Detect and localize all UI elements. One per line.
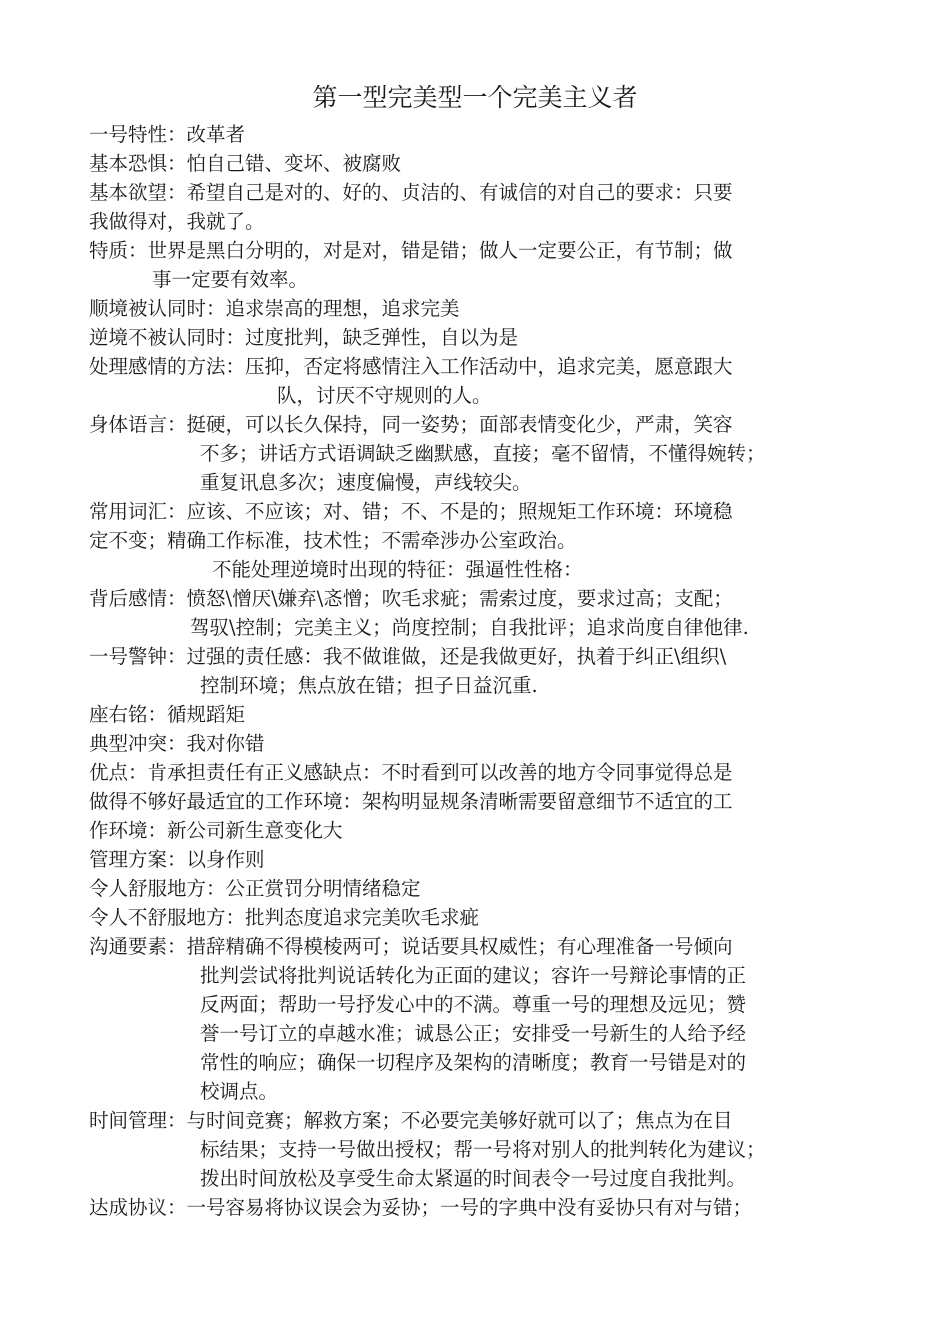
entry-line: 常用词汇：应该、不应该；对、错；不、不是的；照规矩工作环境：环境稳 xyxy=(89,500,733,523)
entry-1 xyxy=(89,149,849,178)
entry-line: 沟通要素：措辞精确不得模棱两可；说话要具权威性；有心理准备一号倾向 xyxy=(89,935,733,958)
entry-line: 反两面；帮助一号抒发心中的不满。尊重一号的理想及远见；赞 xyxy=(200,993,747,1016)
entry-line: 驾驭\控制；完美主义；尚度控制；自我批评；追求尚度自律他律. xyxy=(190,616,749,639)
entry-line: 优点：肯承担责任有正义感缺点：不时看到可以改善的地方令同事觉得总是 xyxy=(89,761,733,784)
entry-6 xyxy=(89,352,849,410)
entry-0 xyxy=(89,120,849,149)
entry-line: 基本欲望：希望自己是对的、好的、贞洁的、有诚信的对自己的要求：只要 xyxy=(89,181,733,204)
entry-line: 达成协议：一号容易将协议误会为妥协；一号的字典中没有妥协只有对与错； xyxy=(89,1196,753,1219)
entry-line: 一号警钟：过强的责任感：我不做谁做，还是我做更好，执着于纠正\组织\ xyxy=(89,645,727,668)
entry-line: 常性的响应；确保一切程序及架构的清晰度；教育一号错是对的 xyxy=(200,1051,747,1074)
entry-line: 校调点。 xyxy=(200,1080,279,1103)
entry-14 xyxy=(89,758,849,845)
entry-line: 时间管理：与时间竞赛；解救方案；不必要完美够好就可以了；焦点为在目 xyxy=(89,1109,733,1132)
entry-line: 身体语言：挺硬，可以长久保持，同一姿势；面部表情变化少，严肃，笑容 xyxy=(89,413,733,436)
entry-8 xyxy=(89,497,849,555)
entry-line: 典型冲突：我对你错 xyxy=(89,732,265,755)
entry-line: 座右铭：循规蹈矩 xyxy=(89,703,246,726)
entry-line: 事一定要有效率。 xyxy=(152,268,309,291)
entry-line: 顺境被认同时：追求崇高的理想，追求完美 xyxy=(89,297,460,320)
entry-4 xyxy=(89,294,849,323)
entry-line: 标结果；支持一号做出授权；帮一号将对别人的批判转化为建议； xyxy=(200,1138,766,1161)
entry-11 xyxy=(89,642,849,700)
entry-list xyxy=(89,120,849,1222)
entry-17 xyxy=(89,903,849,932)
entry-15 xyxy=(89,845,849,874)
entry-18 xyxy=(89,932,849,1106)
entry-line: 不能处理逆境时出现的特征：强逼性性格： xyxy=(212,558,583,581)
entry-line: 管理方案：以身作则 xyxy=(89,848,265,871)
entry-line: 一号特性：改革者 xyxy=(89,123,246,146)
entry-line: 背后感情：愤怒\憎厌\嫌弃\忞憎；吹毛求疵；需索过度，要求过高；支配； xyxy=(89,587,733,610)
entry-2 xyxy=(89,178,849,236)
entry-7 xyxy=(89,410,849,497)
entry-20 xyxy=(89,1193,849,1222)
entry-13 xyxy=(89,729,849,758)
entry-19 xyxy=(89,1106,849,1193)
entry-line: 控制环境；焦点放在错；担子日益沉重. xyxy=(200,674,538,697)
entry-line: 定不变；精确工作标准，技术性；不需牵涉办公室政治。 xyxy=(89,529,577,552)
entry-line: 基本恐惧：怕自己错、变坏、被腐败 xyxy=(89,152,402,175)
entry-line: 令人不舒服地方：批判态度追求完美吹毛求疵 xyxy=(89,906,480,929)
entry-10 xyxy=(89,584,849,642)
document-title: 第一型完美型一个完美主义者 xyxy=(312,83,638,112)
entry-line: 重复讯息多次；速度偏慢，声线较尖。 xyxy=(200,471,532,494)
entry-line: 不多；讲话方式语调缺乏幽默感，直接；毫不留情，不懂得婉转； xyxy=(200,442,766,465)
entry-line: 我做得对，我就了。 xyxy=(89,210,265,233)
entry-16 xyxy=(89,874,849,903)
entry-line: 拨出时间放松及享受生命太紧逼的时间表令一号过度自我批判。 xyxy=(200,1167,747,1190)
entry-line: 誉一号订立的卓越水准；诚恳公正；安排受一号新生的人给予经 xyxy=(200,1022,747,1045)
entry-line: 处理感情的方法：压抑，否定将感情注入工作活动中，追求完美，愿意跟大 xyxy=(89,355,733,378)
entry-9 xyxy=(89,555,849,584)
entry-12 xyxy=(89,700,849,729)
entry-line: 批判尝试将批判说话转化为正面的建议；容许一号辩论事情的正 xyxy=(200,964,747,987)
entry-line: 逆境不被认同时：过度批判，缺乏弹性，自以为是 xyxy=(89,326,519,349)
entry-line: 作环境：新公司新生意变化大 xyxy=(89,819,343,842)
entry-line: 队，讨厌不守规则的人。 xyxy=(277,384,492,407)
entry-5 xyxy=(89,323,849,352)
entry-line: 做得不够好最适宜的工作环境：架构明显规条清晰需要留意细节不适宜的工 xyxy=(89,790,733,813)
entry-3 xyxy=(89,236,849,294)
entry-line: 令人舒服地方：公正赏罚分明情绪稳定 xyxy=(89,877,421,900)
entry-line: 特质：世界是黑白分明的，对是对，错是错；做人一定要公正，有节制；做 xyxy=(89,239,733,262)
